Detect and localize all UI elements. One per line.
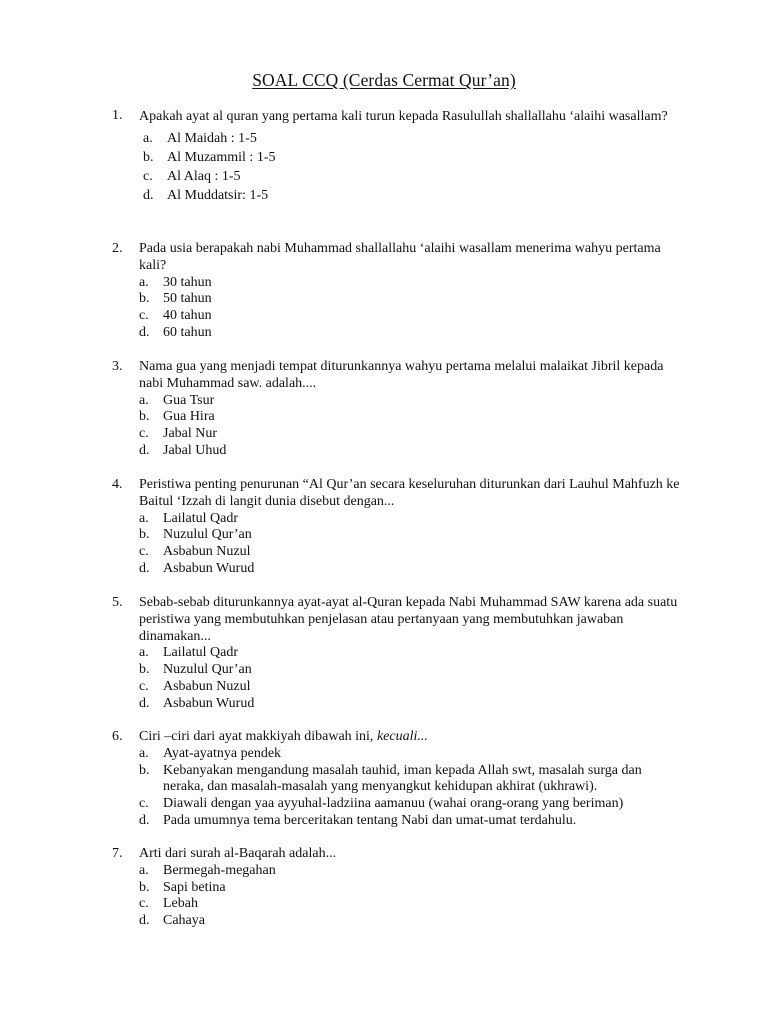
question-7	[112, 846, 682, 930]
question-number: 3.	[112, 359, 123, 374]
option-d	[139, 913, 682, 930]
question-1	[112, 108, 682, 205]
option-text: 30 tahun	[163, 274, 212, 290]
option-c	[139, 544, 682, 561]
option-letter: a.	[139, 862, 149, 878]
option-c	[139, 796, 682, 813]
option-c	[143, 167, 682, 186]
option-text: Lailatul Qadr	[163, 510, 239, 526]
option-b	[139, 409, 682, 426]
option-text: Al Maidah : 1-5	[167, 130, 257, 146]
option-b	[143, 148, 682, 167]
option-letter: d.	[139, 913, 150, 929]
option-text: Pada umumnya tema berceritakan tentang Nabi dan umat-umat terdahulu.	[163, 812, 577, 828]
option-a	[139, 746, 682, 763]
option-letter: d.	[139, 560, 150, 576]
option-b	[139, 527, 682, 544]
option-letter: b.	[139, 879, 150, 895]
option-text: Sapi betina	[163, 879, 226, 895]
option-d	[139, 813, 682, 830]
option-text: Lailatul Qadr	[163, 645, 239, 661]
option-letter: b.	[139, 291, 150, 307]
option-letter: a.	[139, 745, 149, 761]
option-a	[139, 511, 682, 528]
question-3	[112, 359, 682, 460]
option-letter: b.	[139, 662, 150, 678]
option-letter: c.	[139, 308, 149, 324]
option-letter: d.	[143, 187, 154, 203]
option-d	[139, 443, 682, 460]
option-letter: d.	[139, 442, 150, 458]
option-c	[139, 896, 682, 913]
option-d	[139, 325, 682, 342]
option-a	[139, 863, 682, 880]
option-list	[112, 863, 682, 930]
option-text: Asbabun Nuzul	[163, 678, 251, 694]
option-b	[139, 291, 682, 308]
question-text-emphasis: kecuali...	[376, 729, 428, 744]
option-letter: a.	[139, 392, 149, 408]
option-b	[139, 662, 682, 679]
question-number: 5.	[112, 595, 123, 610]
document-title: SOAL CCQ (Cerdas Cermat Qur’an)	[252, 70, 516, 90]
option-letter: c.	[139, 896, 149, 912]
option-text: Ayat-ayatnya pendek	[163, 745, 282, 761]
option-letter: b.	[139, 762, 150, 778]
option-text: Diawali dengan yaa ayyuhal-ladziina aamanuu (wahai orang-orang yang beriman)	[163, 796, 624, 812]
option-letter: b.	[139, 409, 150, 425]
option-text: Al Alaq : 1-5	[167, 168, 241, 184]
option-text: Gua Tsur	[163, 392, 215, 408]
option-letter: c.	[139, 678, 149, 694]
option-list	[112, 511, 682, 578]
question-text-main: Ciri –ciri dari ayat makkiyah dibawah ini,	[139, 729, 377, 744]
option-a	[143, 129, 682, 148]
option-text: Gua Hira	[163, 409, 215, 425]
option-text: Kebanyakan mengandung masalah tauhid, iman kepada Allah swt, masalah surga dan neraka, dan masalah-masalah yang menyangkut kehidupan akhirat (ukhrawi).	[163, 762, 642, 795]
option-text: 60 tahun	[163, 324, 212, 340]
option-c	[139, 426, 682, 443]
question-4	[112, 477, 682, 578]
question-number: 4.	[112, 477, 123, 492]
option-text: Jabal Nur	[163, 426, 218, 442]
option-list	[112, 645, 682, 712]
option-text: Nuzulul Qur’an	[163, 527, 252, 543]
question-5	[112, 595, 682, 713]
option-text: Cahaya	[163, 913, 205, 929]
option-text: Jabal Uhud	[163, 442, 227, 458]
option-text: Al Muzammil : 1-5	[167, 149, 276, 165]
option-d	[139, 696, 682, 713]
option-list	[112, 275, 682, 342]
option-list	[112, 129, 682, 205]
option-letter: d.	[139, 324, 150, 340]
option-text: 50 tahun	[163, 291, 212, 307]
option-letter: b.	[143, 149, 154, 165]
option-letter: b.	[139, 527, 150, 543]
question-number: 2.	[112, 241, 123, 256]
option-a	[139, 393, 682, 410]
question-number: 7.	[112, 846, 123, 861]
option-letter: c.	[139, 796, 149, 812]
option-text: Asbabun Wurud	[163, 560, 255, 576]
question-text: Pada usia berapakah nabi Muhammad shallallahu ‘alaihi wasallam menerima wahyu pertama kali?	[139, 241, 661, 273]
question-text: Arti dari surah al-Baqarah adalah...	[139, 846, 337, 861]
option-c	[139, 679, 682, 696]
option-d	[143, 186, 682, 205]
question-text: Apakah ayat al quran yang pertama kali turun kepada Rasulullah shallallahu ‘alaihi wasallam?	[139, 109, 668, 124]
option-b	[139, 763, 682, 797]
option-text: Bermegah-megahan	[163, 862, 276, 878]
option-text: Asbabun Nuzul	[163, 544, 251, 560]
option-list	[112, 746, 682, 830]
option-letter: a.	[139, 645, 149, 661]
question-text: Sebab-sebab diturunkannya ayat-ayat al-Quran kepada Nabi Muhammad SAW karena ada suatu peristiwa yang membutuhkan penjelasan atau pertanyaan yang membutuhkan jawaban dinamakan...	[139, 595, 678, 644]
option-letter: a.	[143, 130, 153, 146]
option-a	[139, 275, 682, 292]
option-c	[139, 308, 682, 325]
question-text	[139, 729, 682, 746]
question-text: Peristiwa penting penurunan “Al Qur’an secara keseluruhan diturunkan dari Lauhul Mahfuzh ke Baitul ‘Izzah di langit dunia disebut dengan...	[139, 477, 680, 509]
option-text: Al Muddatsir: 1-5	[167, 187, 269, 203]
option-d	[139, 561, 682, 578]
question-text: Nama gua yang menjadi tempat diturunkannya wahyu pertama melalui malaikat Jibril kepada nabi Muhammad saw. adalah....	[139, 359, 664, 391]
option-letter: d.	[139, 812, 150, 828]
question-number: 6.	[112, 729, 123, 744]
option-a	[139, 645, 682, 662]
option-letter: c.	[139, 426, 149, 442]
option-text: 40 tahun	[163, 308, 212, 324]
option-text: Nuzulul Qur’an	[163, 662, 252, 678]
option-letter: c.	[143, 168, 153, 184]
option-letter: a.	[139, 274, 149, 290]
option-list	[112, 393, 682, 460]
option-letter: c.	[139, 544, 149, 560]
option-text: Asbabun Wurud	[163, 695, 255, 711]
option-letter: d.	[139, 695, 150, 711]
question-2	[112, 241, 682, 342]
option-text: Lebah	[163, 896, 198, 912]
option-letter: a.	[139, 510, 149, 526]
question-6	[112, 729, 682, 830]
option-b	[139, 880, 682, 897]
question-number: 1.	[112, 108, 123, 123]
